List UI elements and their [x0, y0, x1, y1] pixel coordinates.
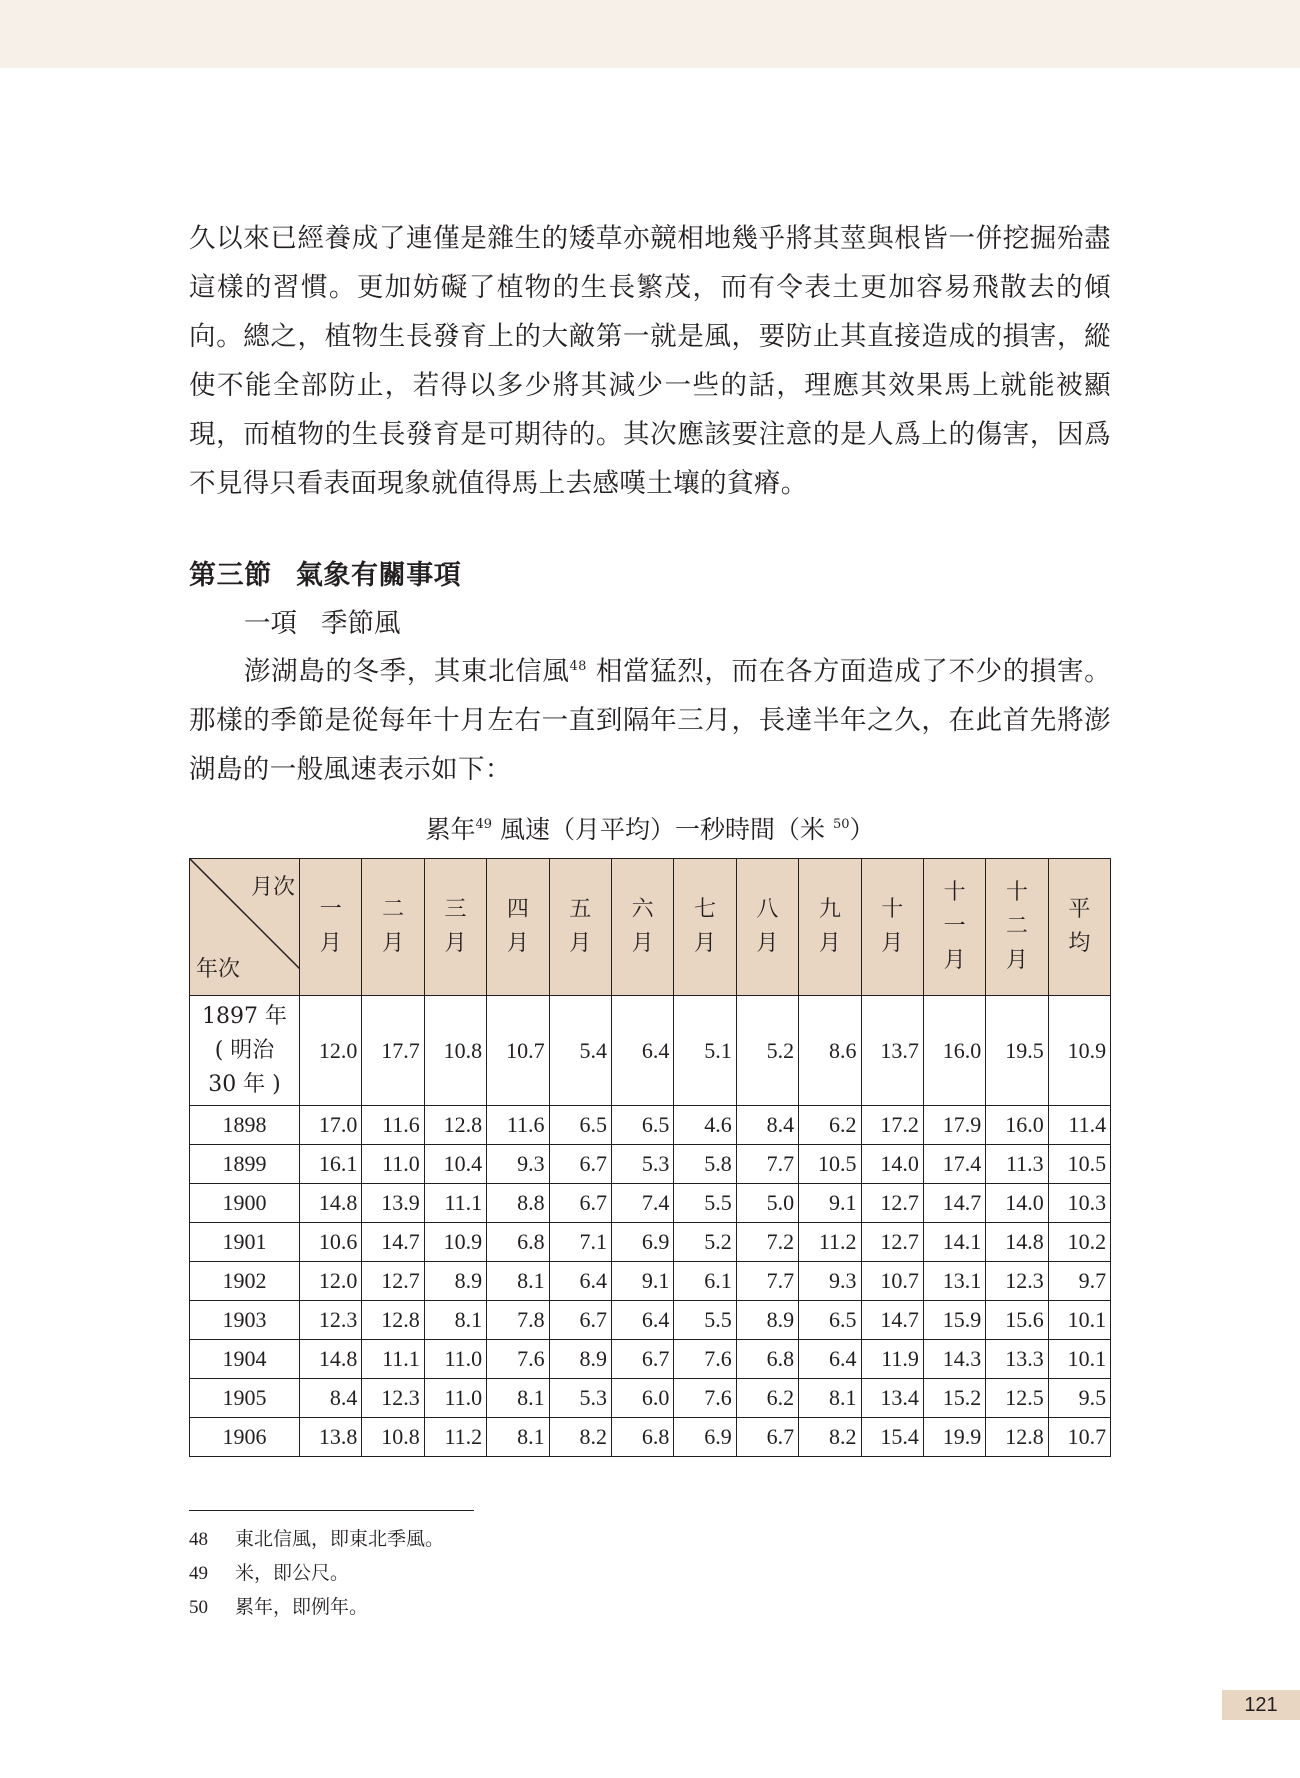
value-cell: 6.5	[611, 1106, 673, 1145]
caption-part-c: ）	[849, 815, 875, 844]
year-cell: 1902	[190, 1262, 300, 1301]
value-cell: 6.0	[611, 1379, 673, 1418]
value-cell: 9.5	[1048, 1379, 1110, 1418]
column-header: 平 均	[1048, 859, 1110, 996]
year-cell: 1899	[190, 1145, 300, 1184]
value-cell: 14.7	[362, 1223, 424, 1262]
value-cell: 10.1	[1048, 1340, 1110, 1379]
value-cell: 13.7	[861, 996, 923, 1106]
value-cell: 9.3	[799, 1262, 861, 1301]
column-header: 十 二 月	[986, 859, 1048, 996]
footnote-text: 累年，即例年。	[235, 1596, 369, 1618]
corner-header-cell	[190, 859, 300, 996]
value-cell: 17.9	[923, 1106, 985, 1145]
footnote-ref-50[interactable]: 50	[832, 817, 850, 832]
value-cell: 14.8	[986, 1223, 1048, 1262]
value-cell: 8.9	[549, 1340, 611, 1379]
subsection-heading	[244, 601, 1111, 647]
value-cell: 6.9	[674, 1418, 736, 1457]
value-cell: 5.3	[611, 1145, 673, 1184]
value-cell: 14.7	[861, 1301, 923, 1340]
footnote-50	[189, 1590, 444, 1624]
p2-text-before: 澎湖島的冬季，其東北信風	[244, 656, 570, 687]
value-cell: 5.5	[674, 1184, 736, 1223]
year-cell: 1898	[190, 1106, 300, 1145]
value-cell: 7.4	[611, 1184, 673, 1223]
value-cell: 7.8	[487, 1301, 549, 1340]
footnote-49	[189, 1556, 444, 1590]
value-cell: 8.1	[487, 1262, 549, 1301]
value-cell: 5.3	[549, 1379, 611, 1418]
value-cell: 16.1	[300, 1145, 362, 1184]
value-cell: 12.8	[362, 1301, 424, 1340]
value-cell: 12.8	[424, 1106, 486, 1145]
value-cell: 10.2	[1048, 1223, 1110, 1262]
value-cell: 5.5	[674, 1301, 736, 1340]
corner-label-year: 年次	[196, 957, 241, 982]
value-cell: 10.4	[424, 1145, 486, 1184]
value-cell: 6.5	[549, 1106, 611, 1145]
value-cell: 5.2	[736, 996, 798, 1106]
value-cell: 6.8	[611, 1418, 673, 1457]
footnote-number: 50	[189, 1597, 208, 1618]
value-cell: 8.4	[300, 1379, 362, 1418]
footnote-ref-49[interactable]: 49	[475, 817, 493, 832]
section-number: 第三節	[189, 560, 272, 591]
value-cell: 11.0	[424, 1340, 486, 1379]
value-cell: 7.1	[549, 1223, 611, 1262]
value-cell: 7.7	[736, 1262, 798, 1301]
table-row	[190, 1145, 1111, 1184]
caption-part-a: 累年	[425, 815, 476, 844]
year-cell: 1903	[190, 1301, 300, 1340]
value-cell: 6.9	[611, 1223, 673, 1262]
table-row	[190, 1106, 1111, 1145]
value-cell: 7.6	[487, 1340, 549, 1379]
year-cell: 1905	[190, 1379, 300, 1418]
value-cell: 17.0	[300, 1106, 362, 1145]
year-cell: 1901	[190, 1223, 300, 1262]
footnote-divider	[189, 1510, 474, 1511]
table-row	[190, 1340, 1111, 1379]
value-cell: 12.0	[300, 996, 362, 1106]
value-cell: 14.8	[300, 1184, 362, 1223]
value-cell: 6.1	[674, 1262, 736, 1301]
value-cell: 15.6	[986, 1301, 1048, 1340]
value-cell: 17.7	[362, 996, 424, 1106]
value-cell: 14.8	[300, 1340, 362, 1379]
value-cell: 12.7	[861, 1223, 923, 1262]
value-cell: 9.1	[611, 1262, 673, 1301]
table-row	[190, 1379, 1111, 1418]
value-cell: 13.8	[300, 1418, 362, 1457]
value-cell: 8.1	[487, 1379, 549, 1418]
value-cell: 10.1	[1048, 1301, 1110, 1340]
value-cell: 6.4	[611, 996, 673, 1106]
value-cell: 11.1	[424, 1184, 486, 1223]
value-cell: 14.0	[861, 1145, 923, 1184]
value-cell: 11.9	[861, 1340, 923, 1379]
section-title: 氣象有關事項	[295, 560, 462, 591]
value-cell: 5.0	[736, 1184, 798, 1223]
value-cell: 14.7	[923, 1184, 985, 1223]
table-row	[190, 1301, 1111, 1340]
p2-text-after: 相當猛烈，而在各方面造成了不少的損害。那樣的季節是從每年十月左右一直到隔年三月，長達半年之久，在此首先將澎湖島的一般風速表示如下：	[189, 656, 1111, 785]
value-cell: 5.4	[549, 996, 611, 1106]
value-cell: 8.6	[799, 996, 861, 1106]
table-row	[190, 1223, 1111, 1262]
column-header: 十 一 月	[923, 859, 985, 996]
value-cell: 10.6	[300, 1223, 362, 1262]
page-number: 121	[1222, 1690, 1300, 1720]
value-cell: 6.8	[487, 1223, 549, 1262]
value-cell: 10.7	[1048, 1418, 1110, 1457]
subsection-number: 一項	[244, 608, 297, 639]
table-row	[190, 996, 1111, 1106]
value-cell: 7.2	[736, 1223, 798, 1262]
value-cell: 6.4	[549, 1262, 611, 1301]
value-cell: 7.7	[736, 1145, 798, 1184]
subsection-title: 季節風	[321, 608, 401, 639]
value-cell: 16.0	[986, 1106, 1048, 1145]
value-cell: 14.0	[986, 1184, 1048, 1223]
value-cell: 11.1	[362, 1340, 424, 1379]
table-row	[190, 1262, 1111, 1301]
value-cell: 11.6	[362, 1106, 424, 1145]
section-heading	[189, 551, 1111, 601]
value-cell: 9.3	[487, 1145, 549, 1184]
value-cell: 10.5	[1048, 1145, 1110, 1184]
value-cell: 9.1	[799, 1184, 861, 1223]
value-cell: 8.2	[799, 1418, 861, 1457]
column-header: 四 月	[487, 859, 549, 996]
column-header: 八 月	[736, 859, 798, 996]
value-cell: 12.3	[986, 1262, 1048, 1301]
column-header: 七 月	[674, 859, 736, 996]
column-header: 三 月	[424, 859, 486, 996]
value-cell: 13.9	[362, 1184, 424, 1223]
table-row	[190, 1418, 1111, 1457]
wind-speed-table	[189, 858, 1111, 1457]
value-cell: 10.8	[362, 1418, 424, 1457]
value-cell: 6.7	[736, 1418, 798, 1457]
footnote-number: 49	[189, 1563, 208, 1584]
table-caption	[189, 808, 1111, 852]
value-cell: 11.4	[1048, 1106, 1110, 1145]
footnote-ref-48[interactable]: 48	[569, 659, 587, 674]
value-cell: 8.1	[487, 1418, 549, 1457]
table-row	[190, 1184, 1111, 1223]
value-cell: 10.5	[799, 1145, 861, 1184]
year-cell: 1906	[190, 1418, 300, 1457]
value-cell: 15.9	[923, 1301, 985, 1340]
column-header: 一 月	[300, 859, 362, 996]
value-cell: 16.0	[923, 996, 985, 1106]
value-cell: 8.1	[424, 1301, 486, 1340]
value-cell: 5.8	[674, 1145, 736, 1184]
value-cell: 12.3	[300, 1301, 362, 1340]
paragraph-2	[189, 647, 1111, 794]
value-cell: 6.2	[799, 1106, 861, 1145]
value-cell: 8.1	[799, 1379, 861, 1418]
column-header: 五 月	[549, 859, 611, 996]
value-cell: 4.6	[674, 1106, 736, 1145]
footnote-number: 48	[189, 1529, 208, 1550]
value-cell: 8.9	[424, 1262, 486, 1301]
column-header: 十 月	[861, 859, 923, 996]
table-header-row	[190, 859, 1111, 996]
value-cell: 10.7	[861, 1262, 923, 1301]
year-cell: 1897 年 ( 明治 30 年 )	[190, 996, 300, 1106]
footnotes	[189, 1522, 444, 1624]
footnote-text: 東北信風，即東北季風。	[235, 1528, 445, 1550]
value-cell: 6.7	[611, 1340, 673, 1379]
value-cell: 11.2	[799, 1223, 861, 1262]
value-cell: 7.6	[674, 1340, 736, 1379]
value-cell: 11.2	[424, 1418, 486, 1457]
value-cell: 6.7	[549, 1184, 611, 1223]
value-cell: 10.3	[1048, 1184, 1110, 1223]
value-cell: 6.4	[611, 1301, 673, 1340]
value-cell: 9.7	[1048, 1262, 1110, 1301]
value-cell: 17.2	[861, 1106, 923, 1145]
value-cell: 12.7	[362, 1262, 424, 1301]
value-cell: 13.1	[923, 1262, 985, 1301]
value-cell: 10.9	[1048, 996, 1110, 1106]
value-cell: 10.9	[424, 1223, 486, 1262]
value-cell: 13.3	[986, 1340, 1048, 1379]
year-cell: 1904	[190, 1340, 300, 1379]
footnote-48	[189, 1522, 444, 1556]
value-cell: 15.4	[861, 1418, 923, 1457]
corner-label-month: 月次	[250, 875, 295, 900]
header-band	[0, 0, 1300, 68]
column-header: 九 月	[799, 859, 861, 996]
value-cell: 19.5	[986, 996, 1048, 1106]
value-cell: 15.2	[923, 1379, 985, 1418]
value-cell: 6.7	[549, 1301, 611, 1340]
value-cell: 17.4	[923, 1145, 985, 1184]
value-cell: 8.4	[736, 1106, 798, 1145]
value-cell: 11.3	[986, 1145, 1048, 1184]
caption-part-b: 風速（月平均）一秒時間（米	[499, 815, 825, 844]
value-cell: 8.9	[736, 1301, 798, 1340]
value-cell: 6.7	[549, 1145, 611, 1184]
value-cell: 6.4	[799, 1340, 861, 1379]
footnote-text: 米，即公尺。	[235, 1562, 350, 1584]
value-cell: 11.6	[487, 1106, 549, 1145]
value-cell: 8.8	[487, 1184, 549, 1223]
value-cell: 19.9	[923, 1418, 985, 1457]
paragraph-1: 久以來已經養成了連僅是雜生的矮草亦競相地幾乎將其莖與根皆一併挖掘殆盡這樣的習慣。更加妨礙了植物的生長繁茂，而有令表土更加容易飛散去的傾向。總之，植物生長發育上的大敵第一就是風，要防止其直接造成的損害，縱使不能全部防止，若得以多少將其減少一些的話，理應其效果馬上就能被顯現，而植物的生長發育是可期待的。其次應該要注意的是人爲上的傷害，因爲不見得只看表面現象就值得馬上去感嘆土壤的貧瘠。	[189, 223, 1111, 499]
value-cell: 12.7	[861, 1184, 923, 1223]
value-cell: 12.5	[986, 1379, 1048, 1418]
value-cell: 7.6	[674, 1379, 736, 1418]
value-cell: 5.1	[674, 996, 736, 1106]
value-cell: 5.2	[674, 1223, 736, 1262]
page-content	[189, 214, 1111, 1457]
column-header: 二 月	[362, 859, 424, 996]
value-cell: 12.0	[300, 1262, 362, 1301]
value-cell: 6.8	[736, 1340, 798, 1379]
column-header: 六 月	[611, 859, 673, 996]
value-cell: 11.0	[424, 1379, 486, 1418]
value-cell: 12.3	[362, 1379, 424, 1418]
value-cell: 13.4	[861, 1379, 923, 1418]
value-cell: 11.0	[362, 1145, 424, 1184]
value-cell: 10.8	[424, 996, 486, 1106]
year-cell: 1900	[190, 1184, 300, 1223]
table-body	[190, 996, 1111, 1457]
value-cell: 14.3	[923, 1340, 985, 1379]
value-cell: 14.1	[923, 1223, 985, 1262]
value-cell: 8.2	[549, 1418, 611, 1457]
value-cell: 10.7	[487, 996, 549, 1106]
value-cell: 12.8	[986, 1418, 1048, 1457]
value-cell: 6.2	[736, 1379, 798, 1418]
value-cell: 6.5	[799, 1301, 861, 1340]
